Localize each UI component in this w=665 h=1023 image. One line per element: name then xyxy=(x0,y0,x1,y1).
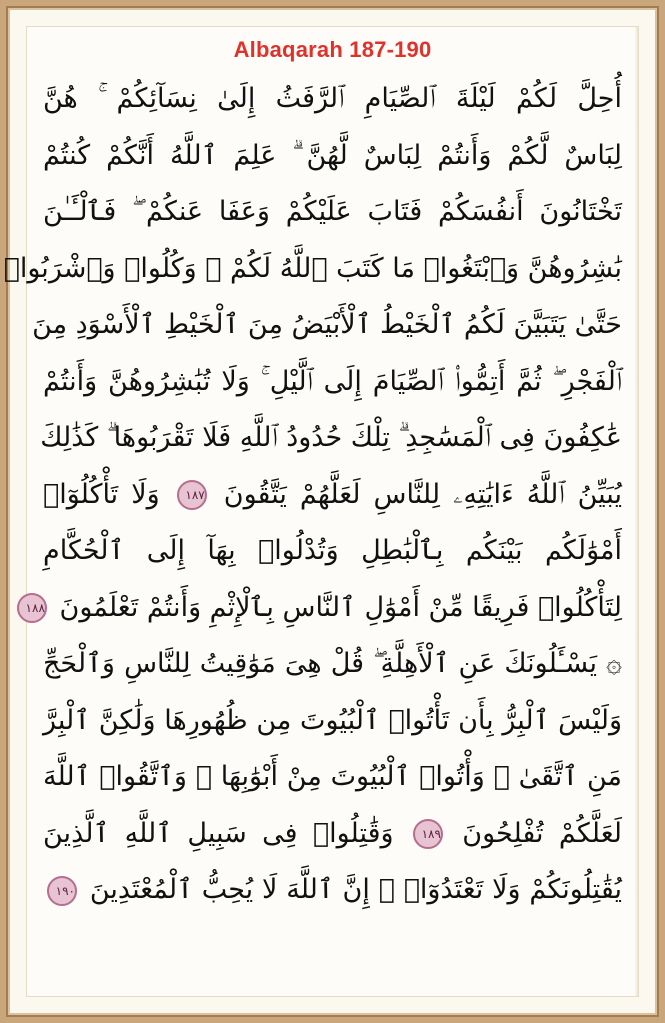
ayah-number-marker: ١٩٠ xyxy=(47,876,77,906)
verse-text: وَلَيْسَ ٱلْبِرُّ بِأَن تَأْتُوا۟ ٱلْبُيُوتَ مِن ظُهُورِهَا وَلَٰكِنَّ ٱلْبِرَّ xyxy=(43,704,622,736)
verse-text: أُحِلَّ لَكُمْ لَيْلَةَ ٱلصِّيَامِ ٱلرَّفَثُ إِلَىٰ نِسَآئِكُمْ ۚ هُنَّ xyxy=(43,83,622,114)
verse-line xyxy=(32,297,622,354)
verse-text: تَخْتَانُونَ أَنفُسَكُمْ فَتَابَ عَلَيْكُمْ وَعَفَا عَنكُمْ ۖ فَٱلْـَٔـٰنَ xyxy=(43,196,622,227)
verse-text-continued: وَلَا تَأْكُلُوٓا۟ xyxy=(43,478,160,510)
verse-line xyxy=(43,862,622,919)
ayah-number-marker: ١٨٩ xyxy=(413,819,443,849)
verse-lines xyxy=(3,71,622,919)
verse-text: حَتَّىٰ يَتَبَيَّنَ لَكُمُ ٱلْخَيْطُ ٱلْأَبْيَضُ مِنَ ٱلْخَيْطِ ٱلْأَسْوَدِ مِنَ xyxy=(32,309,622,340)
verse-line xyxy=(43,128,622,185)
verse-text: مَنِ ٱتَّقَىٰ ۗ وَأْتُوا۟ ٱلْبُيُوتَ مِنْ أَبْوَٰبِهَا ۚ وَٱتَّقُوا۟ ٱللَّهَ xyxy=(43,761,622,792)
verse-line xyxy=(43,636,622,693)
page-title: Albaqarah 187-190 xyxy=(233,37,432,62)
verse-line xyxy=(43,184,622,241)
verse-line xyxy=(43,749,622,806)
verse-text: يُقَٰتِلُونَكُمْ وَلَا تَعْتَدُوٓا۟ ۚ إِنَّ ٱللَّهَ لَا يُحِبُّ ٱلْمُعْتَدِينَ xyxy=(89,874,622,905)
verse-text-continued: وَقَٰتِلُوا۟ فِى سَبِيلِ ٱللَّهِ ٱلَّذِينَ xyxy=(43,817,394,849)
verse-line xyxy=(40,410,622,467)
verse-text: لَعَلَّكُمْ تُفْلِحُونَ xyxy=(462,817,622,849)
verse-text: لِبَاسٌ لَّكُمْ وَأَنتُمْ لِبَاسٌ لَّهُنَّ ۗ عَلِمَ ٱللَّهُ أَنَّكُمْ كُنتُمْ xyxy=(43,139,622,171)
verse-text: يُبَيِّنُ ٱللَّهُ ءَايَٰتِهِۦ لِلنَّاسِ لَعَلَّهُمْ يَتَّقُونَ xyxy=(223,478,622,510)
verse-line xyxy=(43,806,622,863)
verse-line xyxy=(43,523,622,580)
verse-text: بَٰشِرُوهُنَّ وَٱبْتَغُوا۟ مَا كَتَبَ ٱللَّهُ لَكُمْ ۚ وَكُلُوا۟ وَٱشْرَبُوا۟ xyxy=(3,252,622,284)
verse-text: ۞ يَسْـَٔلُونَكَ عَنِ ٱلْأَهِلَّةِ ۖ قُلْ هِىَ مَوَٰقِيتُ لِلنَّاسِ وَٱلْحَجِّ xyxy=(43,648,622,679)
page-edge-shadow xyxy=(634,27,638,996)
verse-text: ٱلْفَجْرِ ۖ ثُمَّ أَتِمُّوا۟ ٱلصِّيَامَ إِلَى ٱلَّيْلِ ۚ وَلَا تُبَٰشِرُوهُنَّ وَأَنتُمْ xyxy=(43,365,622,397)
verse-text: لِتَأْكُلُوا۟ فَرِيقًا مِّنْ أَمْوَٰلِ ٱلنَّاسِ بِٱلْإِثْمِ وَأَنتُمْ تَعْلَمُونَ xyxy=(59,591,622,623)
mushaf-page xyxy=(3,26,639,997)
verse-line xyxy=(43,693,622,750)
verse-line xyxy=(43,467,622,524)
verse-text: عَٰكِفُونَ فِى ٱلْمَسَٰجِدِ ۗ تِلْكَ حُدُودُ ٱللَّهِ فَلَا تَقْرَبُوهَا ۗ كَذَٰلِكَ xyxy=(40,422,622,453)
ayah-number-marker: ١٨٨ xyxy=(17,593,47,623)
verse-text: أَمْوَٰلَكُم بَيْنَكُم بِٱلْبَٰطِلِ وَتُدْلُوا۟ بِهَآ إِلَى ٱلْحُكَّامِ xyxy=(43,535,622,566)
verse-line xyxy=(43,354,622,411)
verse-line xyxy=(25,580,622,637)
verse-line xyxy=(3,241,622,298)
ayah-number-marker: ١٨٧ xyxy=(177,480,207,510)
verse-line xyxy=(43,71,622,128)
